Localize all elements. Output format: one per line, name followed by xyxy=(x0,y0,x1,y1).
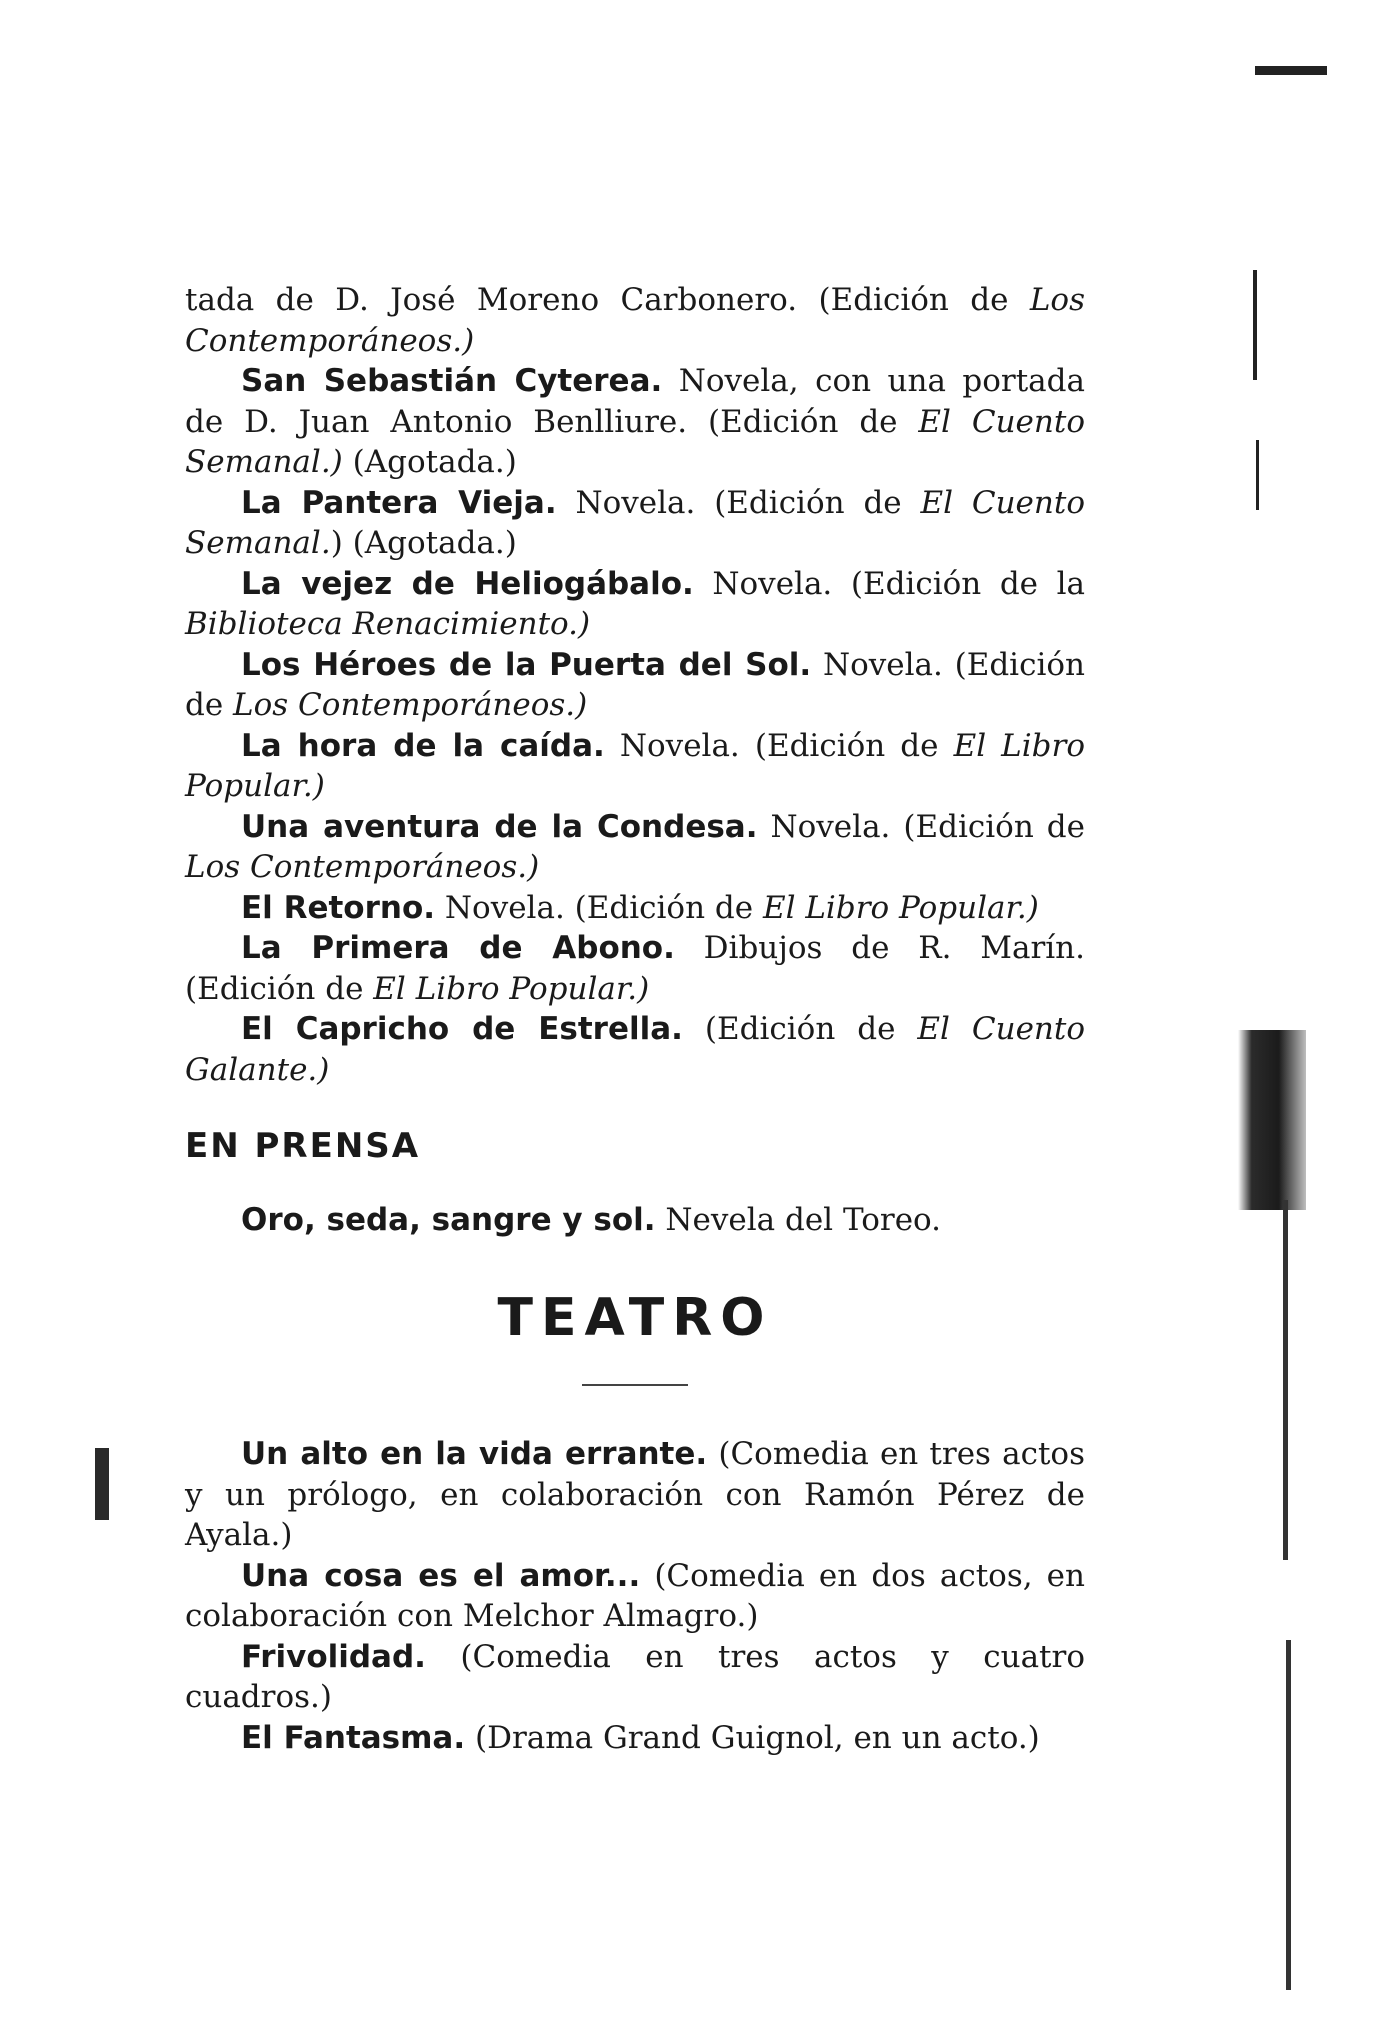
entry-title: Los Héroes de la Puerta del Sol. xyxy=(241,646,812,683)
en-prensa-heading: EN PRENSA xyxy=(185,1126,421,1166)
scan-artifact-right-line xyxy=(1283,1200,1288,1560)
entry-title: La Primera de Abono. xyxy=(241,930,675,966)
entry-title: El Capricho de Estrella. xyxy=(241,1011,683,1047)
entry-text: Nevela del Toreo. xyxy=(655,1202,942,1238)
entry-text: (Drama Grand Guignol, en un acto.) xyxy=(465,1719,1040,1756)
entry-title: Frivolidad. xyxy=(241,1638,426,1675)
en-prensa-entry xyxy=(241,1200,1085,1240)
entry-title: San Sebastián Cyterea. xyxy=(241,363,663,399)
teatro-entry xyxy=(185,1637,1085,1718)
novela-entry xyxy=(185,483,1085,564)
novela-entry xyxy=(185,928,1085,1009)
entry-title: Un alto en la vida errante. xyxy=(241,1436,708,1472)
entry-publisher: El Cuento Galante.) xyxy=(185,1011,1086,1088)
entry-text: (Comedia en tres actos y cuatro cuadros.) xyxy=(185,1638,1085,1715)
intro-italic: Los Contemporáneos.) xyxy=(185,282,1085,359)
page-content xyxy=(185,280,1085,1758)
entry-text: Novela. (Edición de xyxy=(604,727,954,764)
entry-title: La hora de la caída. xyxy=(241,727,605,764)
entry-publisher: El Libro Popular.) xyxy=(762,889,1039,926)
novela-entry xyxy=(185,645,1085,726)
teatro-list xyxy=(185,1434,1085,1758)
entry-text: Novela. (Edición de la xyxy=(693,565,1085,602)
novela-entry xyxy=(185,564,1085,645)
entry-note: ) (Agotada.) xyxy=(330,525,517,561)
novela-entry xyxy=(185,888,1085,929)
entry-publisher: Biblioteca Renacimiento.) xyxy=(185,606,591,642)
novelas-list xyxy=(185,361,1085,1090)
entry-text: Novela. (Edición de xyxy=(556,484,921,521)
entry-text: Dibujos de R. Marín. (Edición de xyxy=(185,930,1085,1007)
entry-title: Oro, seda, sangre y sol. xyxy=(241,1202,656,1238)
teatro-heading: TEATRO xyxy=(497,1288,773,1348)
teatro-entry xyxy=(185,1718,1085,1759)
entry-text: Novela. (Edición de xyxy=(757,808,1085,845)
entry-text: Novela. (Edición de xyxy=(435,889,763,926)
entry-publisher: El Libro Popular.) xyxy=(373,970,650,1007)
scan-artifact-right-line xyxy=(1253,270,1257,380)
entry-text: Novela, con una portada de D. Juan Antonio Benlliure. (Edición de xyxy=(185,363,1085,440)
section-divider xyxy=(582,1384,688,1386)
novela-entry xyxy=(185,1009,1085,1090)
entry-publisher: Los Contemporáneos.) xyxy=(233,687,588,723)
entry-publisher: El Libro Popular.) xyxy=(185,727,1085,804)
scan-artifact-right-smudge xyxy=(1238,1030,1306,1210)
entry-note: (Agotada.) xyxy=(342,444,517,480)
entry-publisher: El Cuento Semanal.) xyxy=(185,403,1085,480)
entry-title: La Pantera Vieja. xyxy=(241,484,557,521)
entry-title: El Fantasma. xyxy=(241,1719,466,1756)
entry-title: Una cosa es el amor... xyxy=(241,1557,641,1594)
entry-text: (Comedia en tres actos y un prólogo, en colaboración con Ramón Pérez de Ayala.) xyxy=(185,1436,1085,1553)
entry-text: (Edición de xyxy=(682,1011,918,1047)
entry-publisher: Los Contemporáneos.) xyxy=(185,849,540,885)
teatro-entry xyxy=(185,1434,1085,1556)
entry-title: El Retorno. xyxy=(241,889,436,926)
entry-title: Una aventura de la Condesa. xyxy=(241,808,758,845)
scan-artifact-left-mark xyxy=(95,1448,109,1520)
entry-title: La vejez de Heliogábalo. xyxy=(241,565,694,602)
scan-artifact-right-line xyxy=(1256,440,1259,510)
scan-artifact-right-line xyxy=(1286,1640,1291,1990)
teatro-entry xyxy=(185,1556,1085,1637)
intro-continuation xyxy=(185,280,1085,361)
scan-artifact-top xyxy=(1255,66,1327,75)
novela-entry xyxy=(185,361,1085,483)
entry-text: Novela. (Edición de xyxy=(185,646,1085,723)
entry-publisher: El Cuento Semanal. xyxy=(185,484,1085,561)
novela-entry xyxy=(185,807,1085,888)
entry-text: (Comedia en dos actos, en colaboración con Melchor Almagro.) xyxy=(185,1557,1085,1634)
novela-entry xyxy=(185,726,1085,807)
intro-text: tada de D. José Moreno Carbonero. (Edición de xyxy=(185,282,1030,318)
